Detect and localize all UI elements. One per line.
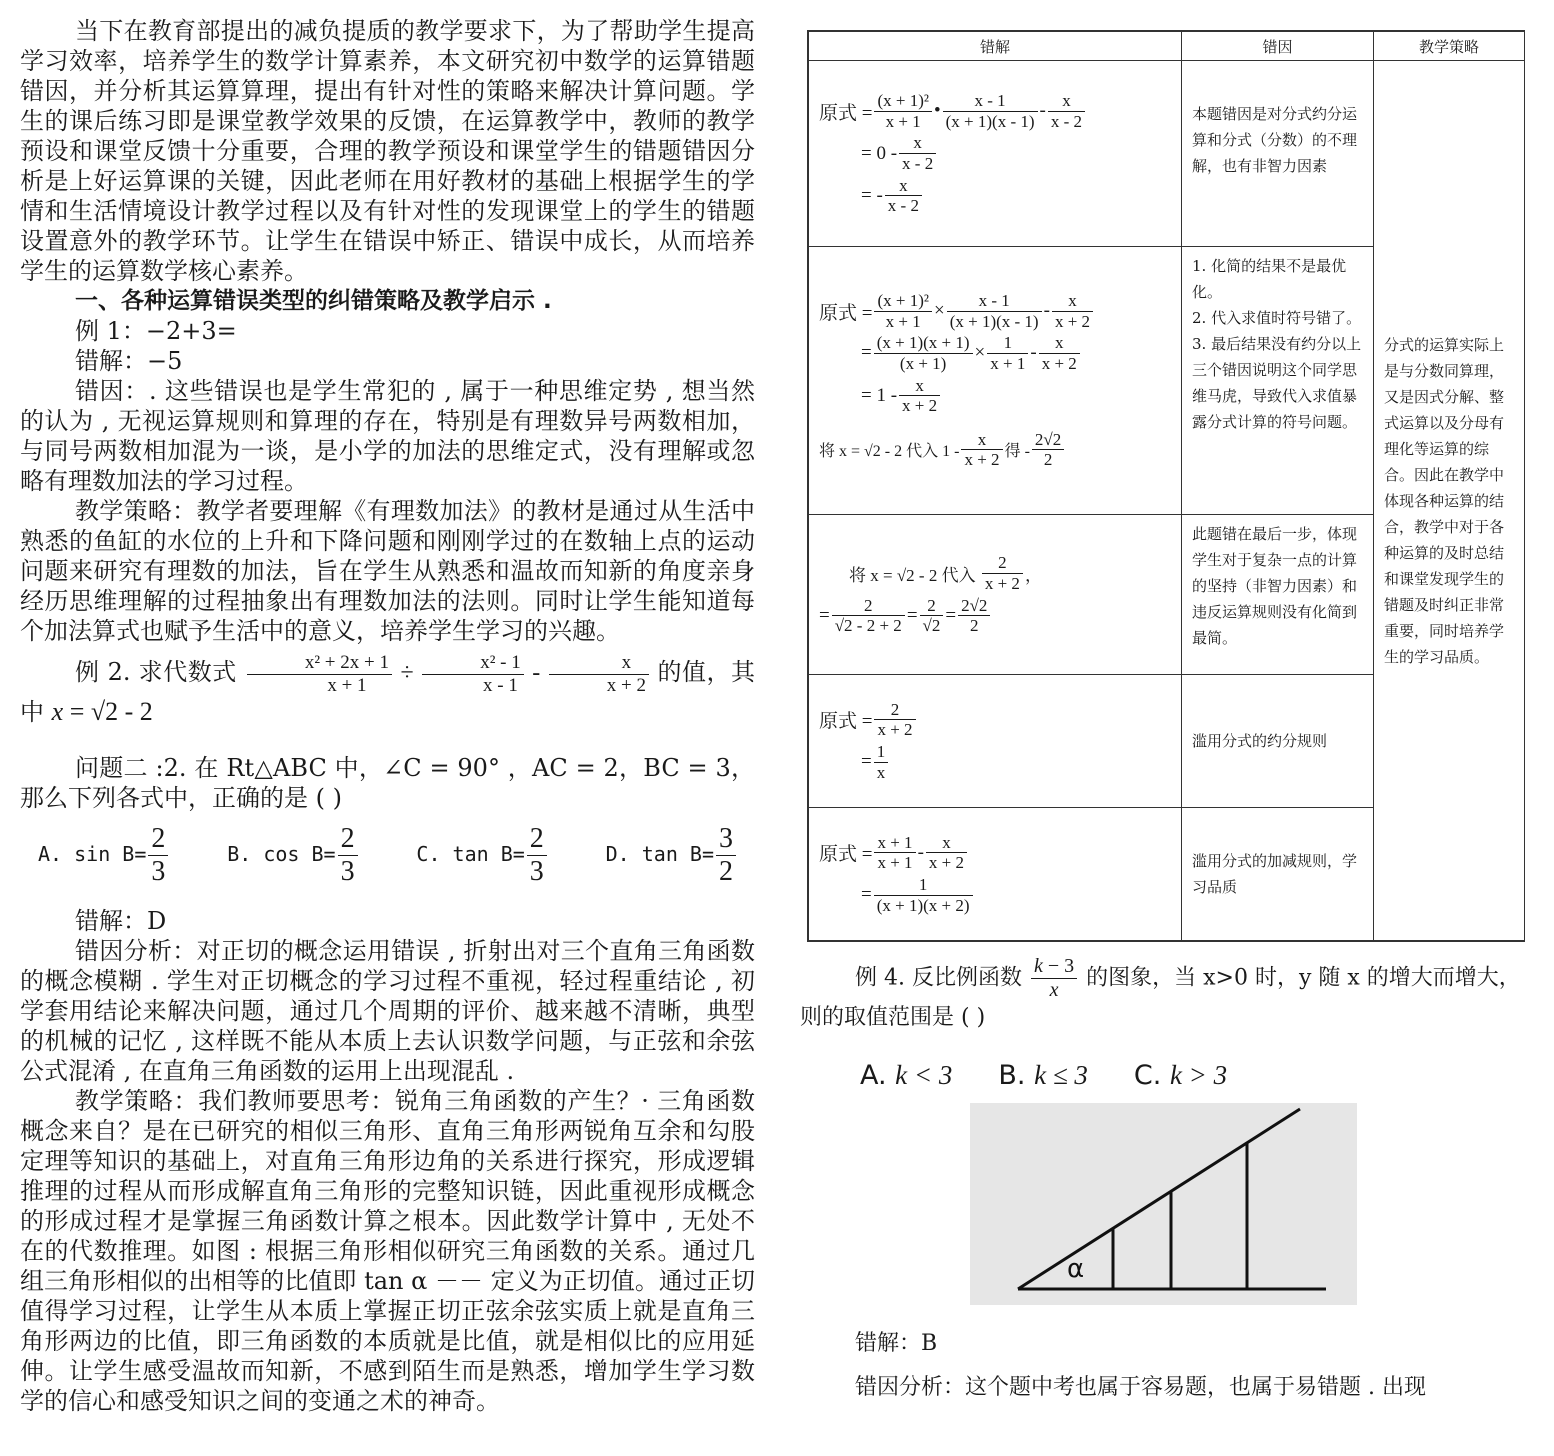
error-table: [807, 30, 1525, 942]
example2-expression: $\frac{\text{x² + 2x + 1}}{x + 1}$ ÷ $\frac{\text{x² - 1}}{x - 1}$ - $\frac{x}{x + 2}$: [245, 660, 658, 686]
example1: 例 1：−2+3=: [75, 317, 237, 345]
example1-strategy: 教学策略：教学者要理解《有理数加法》的教材是通过从生活中熟悉的鱼缸的水位的上升和下降问题和刚刚学过的在数轴上点的运动问题来研究有理数的加法，旨在学生从熟悉和温故而知新的角度亲身经历思维理解的过程抽象出有理数加法的法则。同时让学生能知道每个加法算式也赋予生活中的意义，培养学生学习的兴趣。: [20, 497, 755, 645]
example4-options: [860, 1060, 1227, 1091]
row3-cause: 此题错在最后一步，体现学生对于复杂一点的计算的坚持（非智力因素）和违反运算规则没有化简到最简。: [1182, 515, 1374, 675]
ex4-option-c: C. k > 3: [1133, 1060, 1228, 1091]
example2: 例 2. 求代数式 $\frac{\text{x² + 2x + 1}}{x + 1}$ ÷ $\frac{\text{x² - 1}}{x - 1}$ - $\frac{x}{x + 2}$ 的值，其中 x = √2 - 2: [20, 652, 756, 726]
example4-wrong: 错解：B: [855, 1331, 938, 1356]
row4-solution: 原式 = $\frac{2}{x + 2}$ = $\frac{1}{x}$: [809, 675, 1182, 808]
row3-solution: 将 x = √2 - 2 代入 $\frac{2}{x + 2}$ ， = $\frac{2}{√2 - 2 + 2}$ = $\frac{2}{√2}$ = $\frac{2√2}{2}$: [809, 515, 1182, 675]
example2-strategy: 教学策略：我们教师要思考：锐角三角函数的产生？· 三角函数概念来自？是在已研究的相似三角形、直角三角形两锐角互余和勾股定理等知识的基础上，对直角三角形边角的关系进行探究，形成逻辑推理的过程从而形成解直角三角形的完整知识链，因此重视形成概念的形成过程才是掌握三角函数计算之根本。因此数学计算中 , 无处不在的代数推理。如图 : 根据三角形相似研究三角函数的关系。通过几组三角形相似的出相等的比值即 tan α －－ 定义为正切值。通过正切值得学习过程，让学生从本质上掌握正切正弦余弦实质上就是直角三角形两边的比值，即三角函数的本质就是比值，就是相似比的应用延伸。让学生感受温故而知新，不感到陌生而是熟悉，增加学生学习数学的信心和感受知识之间的变通之术的神奇。: [20, 1087, 755, 1416]
row5-solution: 原式 = $\frac{x + 1}{x + 1}$ - $\frac{x}{x + 2}$ = $\frac{1}{(x + 1)(x + 2)}$: [809, 808, 1182, 941]
example4-cause: 错因分析：这个题中考也属于容易题，也属于易错题 . 出现: [855, 1375, 1426, 1400]
intro-paragraph: 当下在教育部提出的减负提质的教学要求下，为了帮助学生提高学习效率，培养学生的数学计算素养，本文研究初中数学的运算错题错因，并分析其运算算理，提出有针对性的策略来解决计算问题。学生的课后练习即是课堂教学效果的反馈，在运算教学中，教师的教学预设和课堂反馈十分重要，合理的教学预设和课堂学生的错题错因分析是上好运算课的关键，因此老师在用好教材的基础上根据学生的学情和生活情境设计教学过程以及有针对性的发现课堂上的学生的错题设置意外的教学环节。让学生在错误中矫正、错误中成长，从而培养学生的运算数学核心素养。: [20, 17, 755, 285]
strategy-cell: 分式的运算实际上是与分数同算理，又是因式分解、整式运算以及分母有理化等运算的综合。因此在教学中体现各种运算的结合，教学中对于各种运算的及时总结和课堂发现学生的错题及时纠正非常重要，同时培养学生的学习品质。: [1374, 61, 1525, 941]
example1-cause: 错因：. 这些错误也是学生常犯的 , 属于一种思维定势 , 想当然的认为 , 无视运算规则和算理的存在，特别是有理数异号两数相加，与同号两数相加混为一谈，是小学的加法的思维定式，没有理解或忽略有理数加法的学习过程。: [20, 377, 755, 495]
section-heading: 一、各种运算错误类型的纠错策略及教学启示 .: [75, 288, 552, 314]
row4-cause: 滥用分式的约分规则: [1182, 675, 1374, 808]
option-c: C. tan B= $\frac{2}{3}$: [416, 823, 548, 888]
ex4-option-a: A. k < 3: [860, 1060, 953, 1091]
left-column: [20, 16, 755, 1416]
option-d: D. tan B= $\frac{3}{2}$: [606, 823, 738, 888]
option-a: A. sin B= $\frac{2}{3}$: [38, 823, 170, 888]
example2-cause: 错因分析：对正切的概念运用错误 , 折射出对三个直角三角函数的概念模糊 . 学生对正切概念的学习过程不重视，轻过程重结论 , 初学套用结论来解决问题，通过几个周期的评价、越来越不清晰，典型的机械的记忆 , 这样既不能从本质上去认识数学问题，与正弦和余弦公式混淆 , 在直角三角函数的运用上出现混乱 .: [20, 937, 755, 1086]
similar-triangles-figure: [970, 1103, 1357, 1305]
option-b: B. cos B= $\frac{2}{3}$: [227, 823, 359, 888]
row2-solution: 原式 = $\frac{\text{(x + 1)²}}{x + 1}$ × $\frac{x - 1}{(x + 1)(x - 1)}$ - $\frac{x}{x + 2}$ = $\frac{(x + 1)(x + 1)}{(x + 1)}$ × $\frac{1}{x + 1}$ - $\frac{x}{x + 2}$ = 1 - $\frac{x}{x + 2}$ 将 x = √2 - 2 代入 1 - $\frac{x}{x + 2}$ 得 - $\frac{2√2}{2}$: [809, 247, 1182, 515]
header-cause: 错因: [1182, 32, 1374, 61]
example1-wrong: 错解：−5: [75, 347, 183, 375]
example2-wrong: 错解：D: [75, 907, 167, 936]
row2-cause: 1. 化简的结果不是最优化。 2. 代入求值时符号错了。 3. 最后结果没有约分以上三个错因说明这个同学思维马虎，导致代入求值暴露分式计算的符号问题。: [1182, 247, 1374, 515]
angle-alpha-label: α: [1067, 1254, 1085, 1284]
triangle-diagram: [970, 1103, 1357, 1305]
hypotenuse-line: [1018, 1109, 1300, 1289]
row5-cause: 滥用分式的加减规则，学习品质: [1182, 808, 1374, 941]
row1-cause: 本题错因是对分式约分运算和分式（分数）的不理解，也有非智力因素: [1182, 61, 1374, 247]
ex4-option-b: B. k ≤ 3: [998, 1060, 1088, 1091]
example4: 例 4. 反比例函数 $\frac{k - 3}{x}$ 的图象，当 x>0 时，y 随 x 的增大而增大，则的取值范围是 ( ): [800, 955, 1521, 1030]
row1-solution: 原式 = $\frac{\text{(x + 1)²}}{x + 1}$ • $\frac{x - 1}{(x + 1)(x - 1)}$ - $\frac{x}{x - 2}$ = 0 - $\frac{x}{x - 2}$ = - $\frac{x}{x - 2}$: [809, 61, 1182, 247]
header-strategy: 教学策略: [1374, 32, 1525, 61]
question2-options: [38, 823, 738, 888]
header-wrong: 错解: [809, 32, 1182, 61]
question2: 问题二 :2. 在 Rt△ABC 中，∠C = 90° ，AC = 2，BC = 3，那么下列各式中，正确的是 ( ): [20, 753, 755, 812]
